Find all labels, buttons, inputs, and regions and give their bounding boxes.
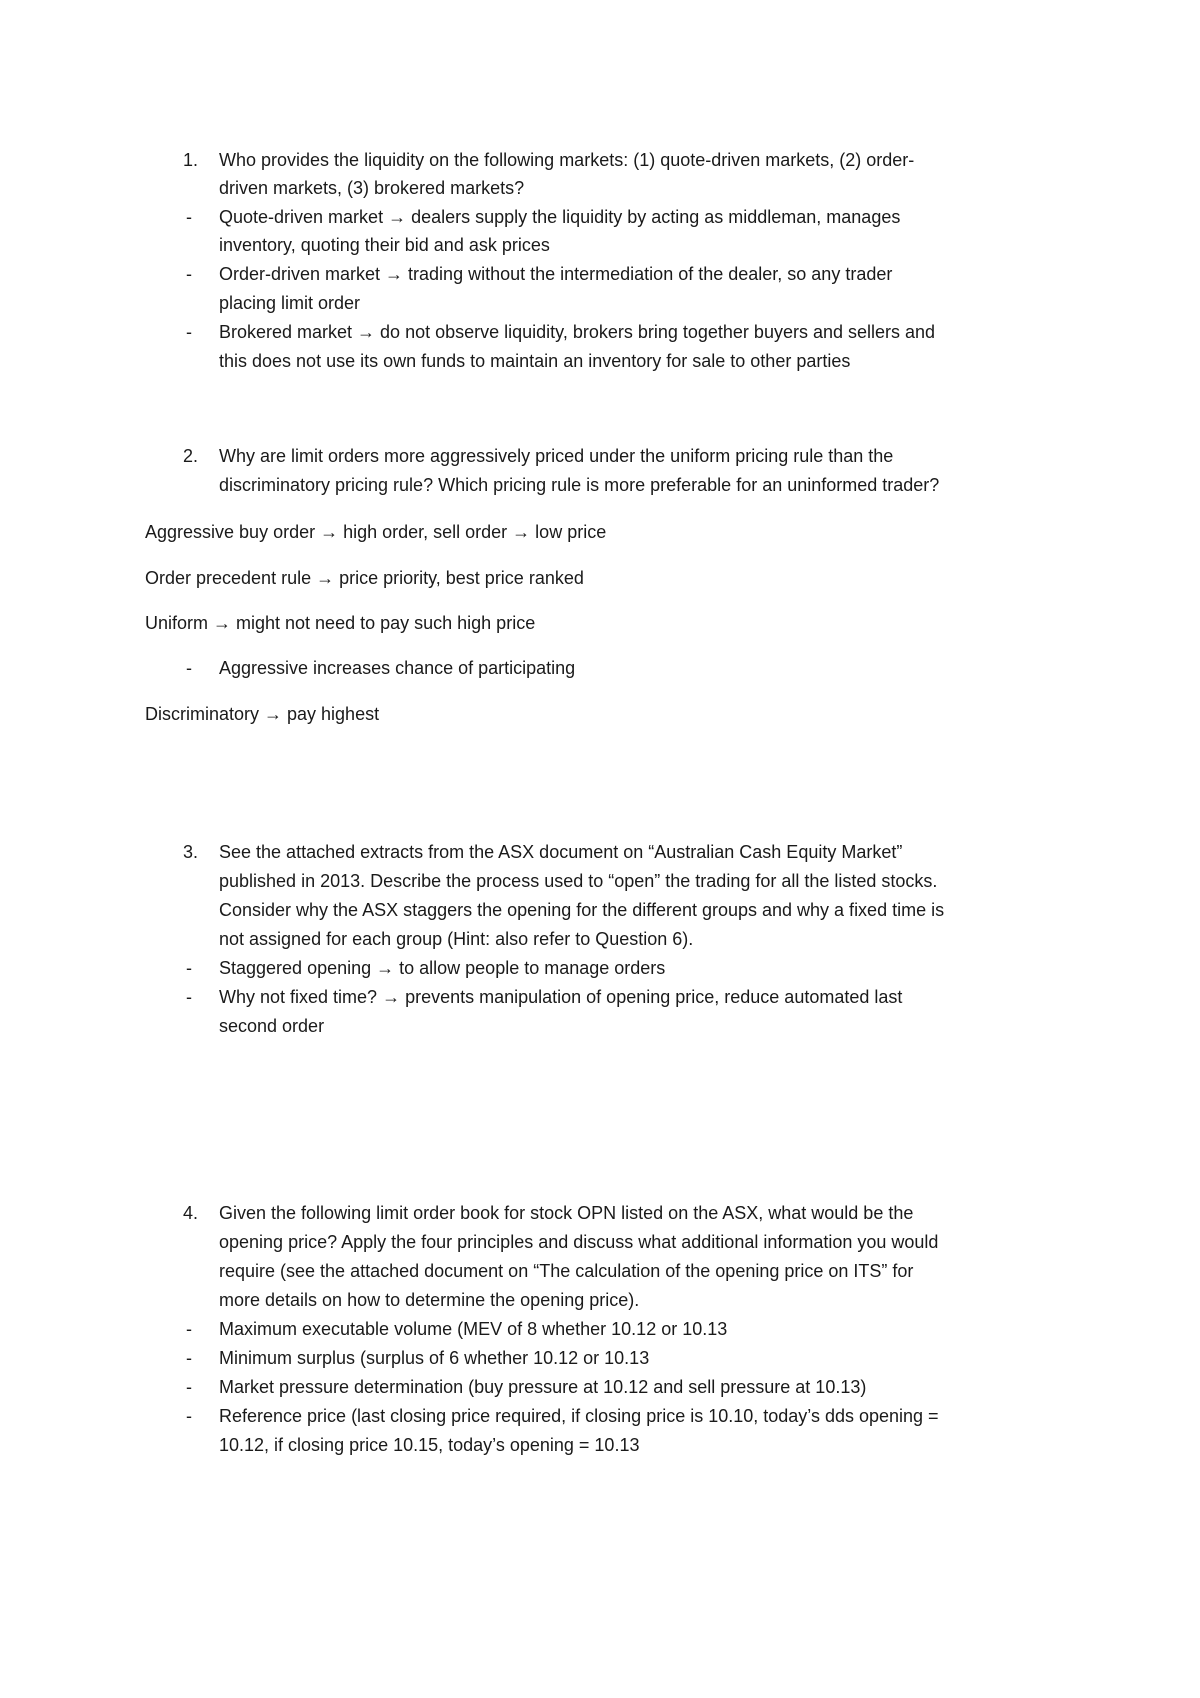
q2-question-line-2: discriminatory pricing rule? Which pricing rule is more preferable for an uninformed trader? (219, 475, 940, 495)
q1-bullet-1-line-2: inventory, quoting their bid and ask prices (219, 235, 550, 255)
bullet-dash: - (186, 264, 192, 284)
q3-question-line-3: Consider why the ASX staggers the opening for the different groups and why a fixed time is (219, 900, 945, 920)
q2-note-4: Aggressive increases chance of participating (219, 658, 576, 678)
q1-bullet-1-line-1: Quote-driven market → dealers supply the liquidity by acting as middleman, manages (219, 207, 901, 227)
bullet-dash: - (186, 322, 192, 342)
bullet-dash: - (186, 658, 192, 678)
bullet-dash: - (186, 987, 192, 1007)
q3-question-line-4: not assigned for each group (Hint: also refer to Question 6). (219, 929, 694, 949)
q1-bullet-3-line-2: this does not use its own funds to maintain an inventory for sale to other parties (219, 351, 851, 371)
q3-number: 3. (183, 842, 199, 862)
q4-question-line-2: opening price? Apply the four principles and discuss what additional information you would (219, 1232, 939, 1252)
q1-question-line-2: driven markets, (3) brokered markets? (219, 178, 525, 198)
q3-bullet-1-line-1: Staggered opening → to allow people to manage orders (219, 958, 666, 978)
q4-question-line-4: more details on how to determine the opening price). (219, 1290, 640, 1310)
q2-question-line-1: Why are limit orders more aggressively priced under the uniform pricing rule than the (219, 446, 894, 466)
q2-note-1: Aggressive buy order → high order, sell order → low price (145, 522, 607, 542)
q3-bullet-2-line-2: second order (219, 1016, 325, 1036)
bullet-dash: - (186, 1348, 192, 1368)
q1-bullet-2-line-1: Order-driven market → trading without the intermediation of the dealer, so any trader (219, 264, 893, 284)
q2-note-2: Order precedent rule → price priority, best price ranked (145, 568, 584, 588)
q2-number: 2. (183, 446, 199, 466)
q4-number: 4. (183, 1203, 199, 1223)
q4-bullet-1-line-1: Maximum executable volume (MEV of 8 whether 10.12 or 10.13 (219, 1319, 728, 1339)
bullet-dash: - (186, 1319, 192, 1339)
q2-note-3: Uniform → might not need to pay such high price (145, 613, 536, 633)
bullet-dash: - (186, 1377, 192, 1397)
q4-bullet-3-line-1: Market pressure determination (buy pressure at 10.12 and sell pressure at 10.13) (219, 1377, 867, 1397)
q4-question-line-1: Given the following limit order book for stock OPN listed on the ASX, what would be the (219, 1203, 914, 1223)
q1-question-line-1: Who provides the liquidity on the following markets: (1) quote-driven markets, (2) order- (219, 150, 915, 170)
q3-question-line-2: published in 2013. Describe the process used to “open” the trading for all the listed stocks. (219, 871, 938, 891)
q1-bullet-3-line-1: Brokered market → do not observe liquidity, brokers bring together buyers and sellers and (219, 322, 936, 342)
q3-bullet-2-line-1: Why not fixed time? → prevents manipulation of opening price, reduce automated last (219, 987, 903, 1007)
q4-bullet-2-line-1: Minimum surplus (surplus of 6 whether 10.12 or 10.13 (219, 1348, 650, 1368)
q2-note-5: Discriminatory → pay highest (145, 704, 380, 724)
q4-bullet-4-line-1: Reference price (last closing price required, if closing price is 10.10, today’s dds opening = (219, 1406, 939, 1426)
q3-question-line-1: See the attached extracts from the ASX document on “Australian Cash Equity Market” (219, 842, 903, 862)
q4-bullet-4-line-2: 10.12, if closing price 10.15, today’s opening = 10.13 (219, 1435, 640, 1455)
bullet-dash: - (186, 1406, 192, 1426)
q1-number: 1. (183, 150, 199, 170)
bullet-dash: - (186, 207, 192, 227)
q4-question-line-3: require (see the attached document on “The calculation of the opening price on ITS” for (219, 1261, 914, 1281)
bullet-dash: - (186, 958, 192, 978)
q1-bullet-2-line-2: placing limit order (219, 293, 361, 313)
